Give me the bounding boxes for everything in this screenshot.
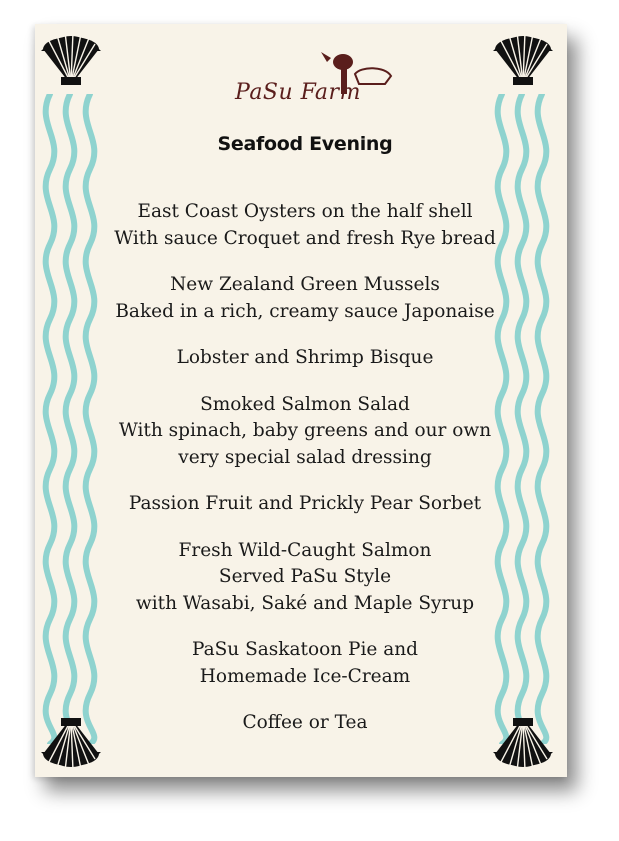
menu-item-line: Homemade Ice-Cream — [199, 665, 411, 687]
menu-card — [35, 24, 567, 777]
menu-item-line: New Zealand Green Mussels — [170, 274, 440, 295]
menu-item-line: Lobster and Shrimp Bisque — [176, 347, 434, 368]
menu-item — [35, 392, 575, 472]
menu-item-line: Passion Fruit and Prickly Pear Sorbet — [128, 493, 482, 514]
menu-item-line: Coffee or Tea — [242, 712, 368, 733]
scallop-shell-icon — [37, 27, 105, 87]
menu-item-line: With sauce Croquet and fresh Rye bread — [114, 227, 496, 249]
menu-item — [35, 710, 575, 737]
menu-item-line: PaSu Saskatoon Pie and — [191, 639, 419, 660]
menu-item — [35, 199, 575, 252]
menu-item-line: very special salad dressing — [178, 446, 432, 468]
menu-item-line: Smoked Salmon Salad — [200, 393, 410, 415]
scallop-shell-icon — [489, 27, 557, 87]
menu-item — [35, 272, 575, 325]
menu-item-line: East Coast Oysters on the half shell — [137, 201, 473, 222]
logo-brand: PaSu Farm — [235, 80, 361, 105]
menu-item-line: With spinach, baby greens and our own — [118, 420, 492, 441]
menu-item-line: Baked in a rich, creamy sauce Japonaise — [115, 300, 495, 322]
menu-item — [35, 345, 575, 372]
menu-item — [35, 538, 575, 618]
menu-item-line: Served PaSu Style — [218, 566, 392, 587]
menu-item — [35, 637, 575, 690]
menu-item-line: with Wasabi, Saké and Maple Syrup — [135, 592, 475, 614]
page-title: Seafood Evening — [217, 133, 393, 155]
menu-list — [35, 199, 575, 757]
menu-item-line: Fresh Wild-Caught Salmon — [178, 539, 432, 561]
menu-item — [35, 491, 575, 518]
